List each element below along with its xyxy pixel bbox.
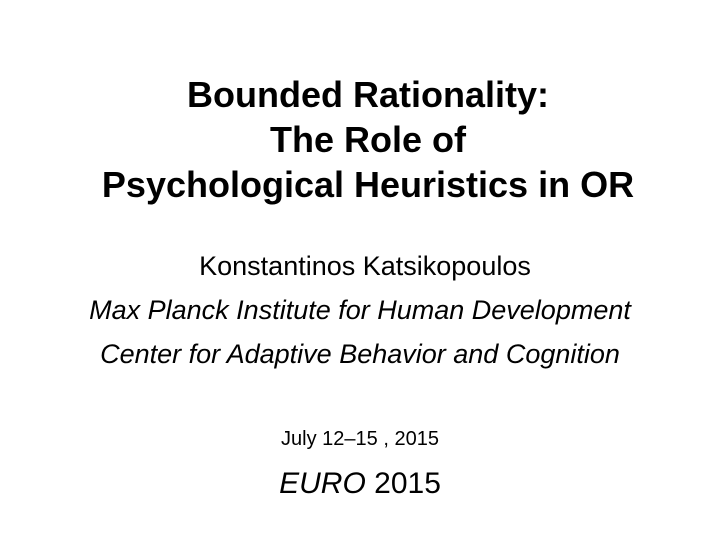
author-name: Konstantinos Katsikopoulos (199, 251, 531, 281)
title-line-2: The Role of (270, 119, 466, 160)
title-line-1: Bounded Rationality: (187, 74, 549, 115)
conference-name: EURO (279, 467, 366, 500)
conference (0, 464, 720, 504)
title-line-3: Psychological Heuristics in OR (101, 164, 635, 205)
affiliation-center: Center for Adaptive Behavior and Cognition (100, 339, 620, 369)
conference-year: 2015 (374, 467, 441, 500)
slide-title (0, 72, 720, 207)
event-date: July 12–15 , 2015 (281, 428, 439, 450)
affiliation-institute: Max Planck Institute for Human Development (89, 295, 631, 325)
